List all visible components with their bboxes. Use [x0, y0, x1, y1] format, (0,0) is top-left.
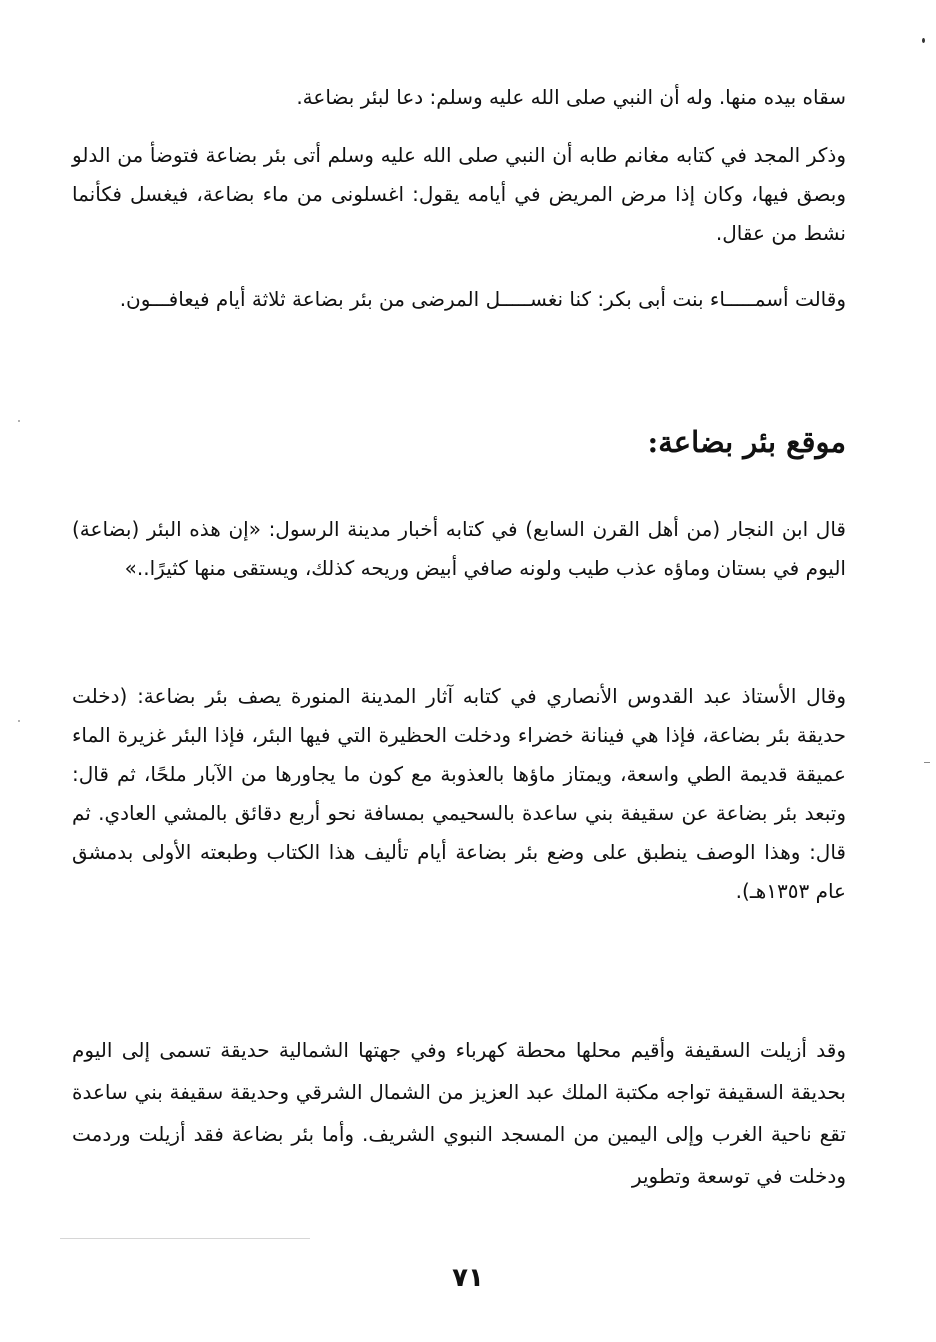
scan-speck [18, 420, 20, 422]
paragraph-6: وقد أزيلت السقيفة وأقيم محلها محطة كهرباء وفي جهتها الشمالية حديقة تسمى إلى اليوم بحديقة السقيفة تواجه مكتبة الملك عبد العزيز من الشمال الشرقي وحديقة سقيفة بني ساعدة تقع ناحية الغرب وإلى اليمين من المسجد النبوي الشريف. وأما بئر بضاعة فقد أزيلت وردمت ودخلت في توسعة وتطوير [72, 1038, 846, 1188]
paragraph-3: وقالت أسمـــــاء بنت أبى بكر: كنا نغســـــل المرضى من بئر بضاعة ثلاثة أيام فيعافـــون. [119, 287, 846, 311]
page-number: ٧١ [452, 1263, 484, 1293]
scan-speck [924, 762, 930, 763]
scan-speck [18, 720, 20, 722]
section-heading: موقع بئر بضاعة: [647, 425, 846, 459]
paragraph-5: وقال الأستاذ عبد القدوس الأنصاري في كتابه آثار المدينة المنورة يصف بئر بضاعة: (دخلت حديقة بئر بضاعة، فإذا هي فينانة خضراء ودخلت الحظيرة التي فيها البئر، فإذا البئر غزيرة الماء عميقة قديمة الطي واسعة، ويمتاز ماؤها بالعذوبة مع كون ما يجاورها من الآبار ملحًا، ثم قال: وتبعد بئر بضاعة عن سقيفة بني ساعدة بالسحيمي بمسافة نحو أربع دقائق بالمشي العادي. ثم قال: وهذا الوصف ينطبق على وضع بئر بضاعة أيام تأليف هذا الكتاب وطبعته الأولى بدمشق عام ١٣٥٣هـ). [72, 684, 846, 903]
scan-line [60, 1238, 310, 1239]
paragraph-1: سقاه بيده منها. وله أن النبي صلى الله عليه وسلم: دعا لبئر بضاعة. [296, 85, 846, 109]
paragraph-4: قال ابن النجار (من أهل القرن السابع) في كتابه أخبار مدينة الرسول: «إن هذه البئر (بضاعة) اليوم في بستان وماؤه عذب طيب ولونه صافي أبيض وريحه كذلك، ويستقى منها كثيرًا..» [72, 517, 846, 580]
paragraph-2: وذكر المجد في كتابه مغانم طابه أن النبي صلى الله عليه وسلم أتى بئر بضاعة فتوضأ من الدلو وبصق فيها، وكان إذا مرض المريض في أيامه يقول: اغسلونى من ماء بضاعة، فيغسل فكأنما نشط من عقال. [72, 143, 846, 245]
scan-speck [922, 38, 925, 43]
